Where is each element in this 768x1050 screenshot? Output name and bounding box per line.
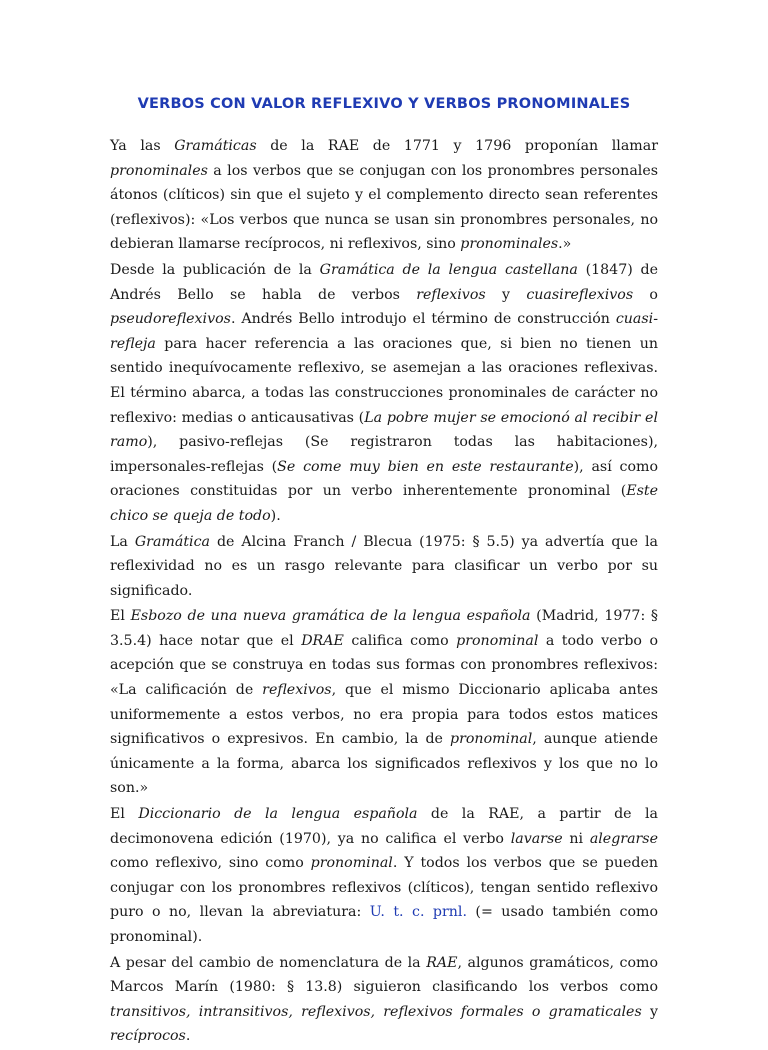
paragraph-5 [110, 802, 658, 950]
text-run: (= usado también como pronominal). [110, 904, 658, 945]
document-page [110, 96, 658, 1050]
italic-term: recíprocos [110, 1028, 186, 1045]
italic-term: cuasi-refleja [110, 311, 658, 352]
italic-term: Este chico se queja de todo [110, 483, 658, 524]
italic-term: alegrarse [589, 830, 658, 847]
italic-term: Gramática de la lengua castellana [319, 261, 578, 278]
paragraph-3 [110, 530, 658, 604]
text-run: de Alcina Franch / Blecua (1975: § 5.5) ya advertía que la reflexividad no es un rasgo relevante para clasificar un verbo por su significado. [110, 533, 658, 599]
text-run: ), pasivo-reflejas (Se registraron todas las habitaciones), impersonales-reflejas ( [110, 434, 658, 475]
text-run: , algunos gramáticos, como Marcos Marín (1980: § 13.8) siguieron clasificando los verbos como [110, 954, 658, 996]
paragraph-6 [110, 951, 658, 1049]
text-run: . Y todos los verbos que se pueden conjugar con los pronombres reflexivos (clíticos), tengan sentido reflexivo puro o no, llevan la abreviatura: [110, 855, 658, 921]
italic-term: Diccionario de la lengua española [138, 806, 418, 823]
text-run: de la RAE, a partir de la decimonovena edición (1970), ya no califica el verbo [110, 806, 658, 847]
paragraph-2 [110, 258, 658, 529]
italic-term: RAE [426, 954, 458, 971]
text-run: para hacer referencia a las oraciones que, si bien no tienen un sentido inequívocamente reflexivo, se asemejan a las oraciones reflexivas. El término abarca, a todas las construcciones pronominales de carácter no reflexivo: medias o anticausativas ( [110, 335, 658, 426]
text-run: o [633, 286, 658, 303]
text-run: a los verbos que se conjugan con los pronombres personales átonos (clíticos) sin que el sujeto y el complemento directo sean referentes (reflexivos): «Los verbos que nunca se usan sin pronombres personales, no debieran llamarse recíprocos, ni reflexivos, sino [110, 162, 658, 253]
italic-term: pseudoreflexivos [110, 311, 231, 328]
italic-term: reflexivos [416, 286, 486, 303]
text-run: El [110, 806, 139, 823]
italic-term: pronominal [310, 855, 393, 872]
document-body [110, 134, 658, 1049]
italic-term: Gramática [134, 533, 210, 550]
italic-term: Esbozo de una nueva gramática de la lengua española [130, 608, 531, 625]
text-run: Desde la publicación de la [110, 261, 320, 278]
text-run: .» [558, 236, 572, 253]
text-run: y [485, 286, 527, 303]
italic-term: cuasireflexivos [526, 286, 634, 303]
italic-term: La pobre mujer se emocionó al recibir el ramo [110, 409, 658, 451]
text-run: de la RAE de 1771 y 1796 proponían llamar [256, 138, 658, 154]
italic-term: transitivos, intransitivos, reflexivos, reflexivos formales o gramaticales [110, 1003, 642, 1020]
italic-term: pronominales [460, 236, 559, 253]
text-run: ni [562, 830, 590, 847]
abbreviation-link[interactable]: U. t. c. prnl. [369, 904, 467, 921]
text-run: El [110, 608, 131, 625]
italic-term: lavarse [510, 830, 563, 847]
italic-term: Gramáticas [174, 138, 257, 154]
italic-term: pronominal [456, 632, 539, 649]
text-run: ). [270, 507, 281, 524]
paragraph-4 [110, 604, 658, 801]
text-run: a todo verbo o acepción que se construya en todas sus formas con pronombres reflexivos: «La calificación de [110, 632, 659, 699]
text-run: , aunque atiende únicamente a la forma, abarca los significados reflexivos y los que no lo son.» [110, 731, 659, 797]
italic-term: pronominal [450, 731, 533, 748]
text-run: y [641, 1003, 659, 1020]
text-run: (1847) de Andrés Bello se habla de verbos [110, 261, 658, 303]
text-run: , que el mismo Diccionario aplicaba antes uniformemente a estos verbos, no era propia para todos estos matices significativos o expresivos. En cambio, la de [110, 682, 658, 748]
italic-term: DRAE [301, 632, 344, 649]
italic-term: pronominales [110, 162, 208, 179]
text-run: Ya las [110, 138, 175, 154]
text-run: como reflexivo, sino como [110, 855, 311, 872]
paragraph-1 [110, 134, 658, 257]
text-run: (Madrid, 1977: § 3.5.4) hace notar que el [110, 608, 658, 649]
text-run: A pesar del cambio de nomenclatura de la [110, 954, 427, 971]
italic-term: Se come muy bien en este restaurante [277, 458, 574, 475]
italic-term: reflexivos [262, 682, 332, 699]
text-run: . [185, 1028, 191, 1045]
text-run: ), así como oraciones constituidas por un verbo inherentemente pronominal ( [110, 458, 658, 500]
text-run: califica como [343, 632, 457, 649]
text-run: . Andrés Bello introdujo el término de construcción [230, 311, 616, 328]
text-run: La [110, 533, 135, 550]
document-title: VERBOS CON VALOR REFLEXIVO Y VERBOS PRONOMINALES [137, 96, 631, 112]
